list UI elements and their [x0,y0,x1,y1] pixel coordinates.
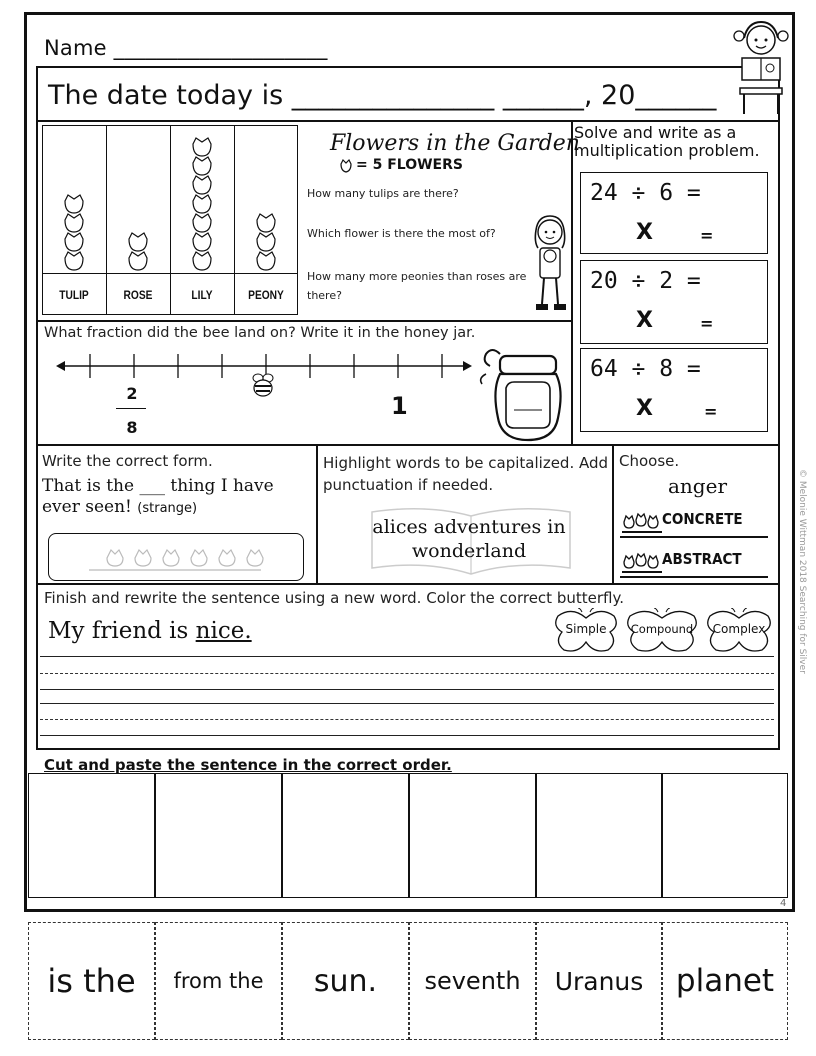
tulip-border-decoration [49,534,301,578]
problem-3-equation: 64 ÷ 8 = [590,356,701,382]
divider [36,320,571,322]
cut-paste-title: Cut and paste the sentence in the correct order. [44,756,452,774]
option-underline [620,576,768,578]
word-chip-4[interactable] [409,922,536,1040]
word-chip-3-label: sun. [313,963,378,999]
pictograph-icons [42,125,298,275]
bee-icon [248,370,278,400]
pictograph-label-tulip: TULIP [59,288,89,302]
correct-form-hint: (strange) [137,501,198,516]
pictograph-label-rose: ROSE [123,288,153,302]
word-chip-5-label: Uranus [554,966,644,996]
correct-form-sentence [42,476,316,519]
word-chip-2[interactable] [155,922,282,1040]
writing-line-dashed[interactable] [40,673,774,674]
problem-2-x: X [636,308,653,333]
writing-line-dashed[interactable] [40,719,774,720]
page-number: 4 [780,898,787,909]
graph-key: = 5 FLOWERS [356,157,463,173]
writing-line[interactable] [40,656,774,657]
option-abstract[interactable] [620,546,772,578]
writing-line[interactable] [40,689,774,690]
word-chip-1-label: is the [47,962,136,1000]
fraction-bar [116,408,146,409]
pictograph-flower-tulip [65,214,83,232]
pictograph-flower-lily [193,138,211,156]
honey-jar[interactable] [478,344,566,442]
flower-row-icon [620,508,664,536]
graph-question-2: Which flower is there the most of? [307,227,496,240]
date-line[interactable]: The date today is _______________ ______, 20______ [48,80,717,111]
flower-key-icon [338,158,354,174]
word-chip-2-label: from the [173,969,264,993]
option-concrete-label: CONCRETE [662,510,743,528]
divider [36,583,780,585]
name-field[interactable]: Name ____________________ [44,36,328,60]
problem-3-x: X [636,396,653,421]
word-chip-6-label: planet [675,963,775,999]
problem-2-equals: = [700,314,714,333]
rewrite-sentence-word: nice. [195,618,252,644]
fraction-numerator: 2 [126,384,138,403]
pictograph-flower-peony [257,233,275,251]
pictograph-flower-tulip [65,233,83,251]
paste-box-1[interactable] [28,773,155,898]
rewrite-prompt: Finish and rewrite the sentence using a new word. Color the correct butterfly. [44,589,624,607]
rewrite-sentence-start: My friend is [48,618,196,644]
graph-question-3: How many more peonies than roses are there? [307,270,527,302]
problem-1-equals: = [700,226,714,245]
pictograph-flower-rose [129,233,147,251]
pictograph-flower-lily [193,195,211,213]
copyright: © Melonie Wittman 2018 Searching for Silver [797,469,807,674]
butterfly-complex[interactable] [704,608,774,654]
fraction-prompt: What fraction did the bee land on? Write it in the honey jar. [44,325,476,341]
choose-title: Choose. [619,452,680,470]
pictograph-label-lily: LILY [191,288,213,302]
graph-question-1: How many tulips are there? [307,187,459,200]
word-chip-6[interactable] [662,922,788,1040]
choose-word: anger [668,474,728,498]
problem-2-equation: 20 ÷ 2 = [590,268,701,294]
divider [36,120,780,122]
butterfly-compound[interactable] [624,608,700,654]
pictograph-flower-lily [193,157,211,175]
pictograph-label-peony: PEONY [248,288,284,302]
word-chip-4-label: seventh [424,967,521,995]
fraction-denominator: 8 [126,418,138,437]
flower-row-icon [620,548,664,576]
capitalize-phrase-line-1: alices adventures in [372,516,566,538]
copyright-holder [794,470,806,740]
multiplication-title: Solve and write as a multiplication problem. [574,123,760,160]
paste-box-4[interactable] [409,773,536,898]
capitalize-phrase-line-2: wonderland [411,540,527,562]
pictograph-flower-peony [257,214,275,232]
girl-reading-icon [730,18,792,116]
divider [316,444,318,583]
option-abstract-label: ABSTRACT [662,550,742,568]
girl-with-flower-icon [528,212,572,318]
capitalize-title: Highlight words to be capitalized. Add punctuation if needed. [323,454,609,494]
pictograph-flower-tulip [65,252,83,270]
fraction-one-label: 1 [391,392,408,420]
pictograph-flower-lily [193,214,211,232]
pictograph-flower-rose [129,252,147,270]
option-underline [620,536,768,538]
correct-form-sentence-text: That is the ___ thing I have ever seen! [42,476,274,517]
butterfly-simple-label: Simple [565,622,607,636]
butterfly-options [552,608,774,656]
capitalize-phrase[interactable] [334,515,604,563]
pictograph-flower-lily [193,176,211,194]
divider [36,444,780,446]
problem-1-equation: 24 ÷ 6 = [590,180,701,206]
butterfly-compound-label: Compound [630,622,694,636]
paste-box-5[interactable] [536,773,662,898]
pictograph-flower-tulip [65,195,83,213]
pictograph-flower-lily [193,252,211,270]
word-chip-5[interactable] [536,922,662,1040]
paste-box-3[interactable] [282,773,409,898]
paste-box-2[interactable] [155,773,282,898]
pictograph-flower-peony [257,252,275,270]
correct-form-title: Write the correct form. [42,452,213,470]
answer-box[interactable] [48,533,304,581]
pictograph-flower-lily [193,233,211,251]
problem-3-equals: = [704,402,718,421]
butterfly-simple[interactable] [552,608,620,654]
writing-line[interactable] [40,703,774,704]
problem-1-x: X [636,220,653,245]
rewrite-sentence [48,618,252,644]
paste-box-6[interactable] [662,773,788,898]
butterfly-complex-label: Complex [712,622,766,636]
word-chip-3[interactable] [282,922,409,1040]
option-concrete[interactable] [620,506,772,538]
writing-line[interactable] [40,735,774,736]
word-chip-1[interactable] [28,922,155,1040]
graph-title: Flowers in the Garden [330,131,580,156]
